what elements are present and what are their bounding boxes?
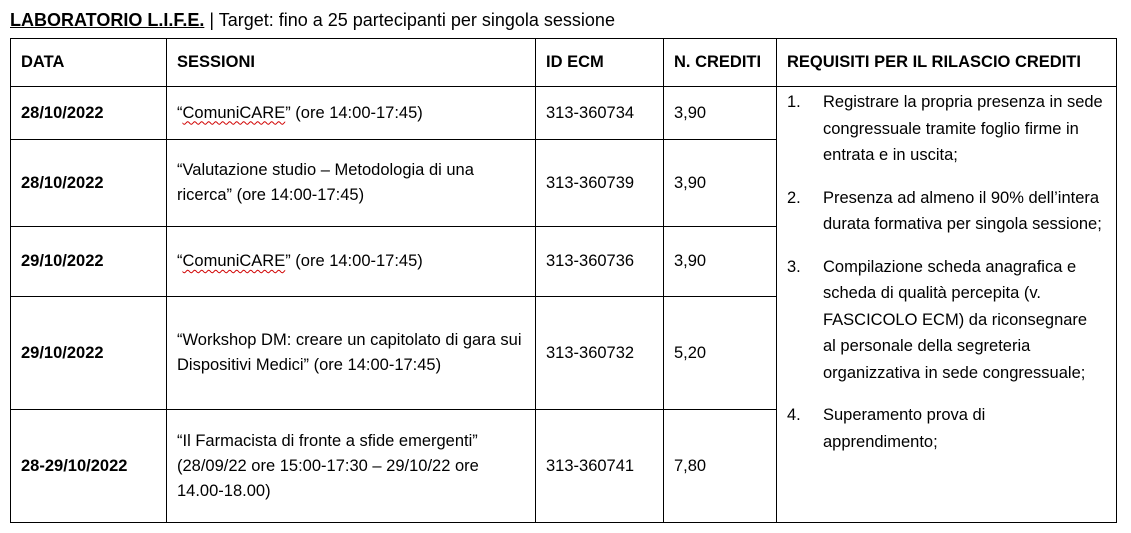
- row-date: 28/10/2022: [11, 87, 167, 140]
- spellcheck-word: ComuniCARE: [182, 103, 286, 122]
- row-date: 28/10/2022: [11, 140, 167, 227]
- column-header-date: DATA: [11, 39, 167, 87]
- row-session: “Il Farmacista di fronte a sfide emergenti” (28/09/22 ore 15:00-17:30 – 29/10/22 ore 14.00-18.00): [167, 410, 536, 523]
- column-header-requirements: REQUISITI PER IL RILASCIO CREDITI: [777, 39, 1117, 87]
- requirements-list: [777, 87, 1116, 455]
- list-item: [787, 89, 1104, 169]
- ecm-sessions-table: [10, 38, 1117, 523]
- requirement-number: 1.: [787, 93, 801, 111]
- document-header: [10, 8, 615, 32]
- row-id-ecm: 313-360736: [536, 227, 664, 297]
- spellcheck-word: ComuniCARE: [182, 252, 286, 270]
- list-item: [787, 254, 1104, 387]
- row-credits: 3,90: [664, 87, 777, 140]
- requirement-text: Registrare la propria presenza in sede congressuale tramite foglio firme in entrata e in uscita;: [823, 93, 1103, 164]
- table-header-row: [11, 39, 1117, 87]
- target-text: Target: fino a 25 partecipanti per singola sessione: [218, 10, 615, 30]
- row-session: “ComuniCARE” (ore 14:00-17:45): [167, 87, 536, 140]
- row-credits: 7,80: [664, 410, 777, 523]
- column-header-id-ecm: ID ECM: [536, 39, 664, 87]
- requirement-text: Compilazione scheda anagrafica e scheda di qualità percepita (v. FASCICOLO ECM) da riconsegnare al personale della segreteria organizzativa in sede congressuale;: [823, 257, 1088, 382]
- title-separator: |: [204, 10, 219, 30]
- row-id-ecm: 313-360739: [536, 140, 664, 227]
- list-item: [787, 185, 1104, 238]
- column-header-credits: N. CREDITI: [664, 39, 777, 87]
- requirement-number: 2.: [787, 188, 801, 207]
- requirement-number: 4.: [787, 406, 801, 424]
- row-date: 29/10/2022: [11, 297, 167, 410]
- row-date: 28-29/10/2022: [11, 410, 167, 523]
- row-id-ecm: 313-360734: [536, 87, 664, 140]
- row-credits: 3,90: [664, 140, 777, 227]
- requirement-text: Presenza ad almeno il 90% dell’intera durata formativa per singola sessione;: [823, 188, 1102, 233]
- row-session: “Workshop DM: creare un capitolato di gara sui Dispositivi Medici” (ore 14:00-17:45): [167, 297, 536, 410]
- row-session: “ComuniCARE” (ore 14:00-17:45): [167, 227, 536, 297]
- requirement-number: 3.: [787, 257, 801, 276]
- row-id-ecm: 313-360732: [536, 297, 664, 410]
- row-credits: 5,20: [664, 297, 777, 410]
- requirement-text: Superamento prova di apprendimento;: [823, 406, 986, 451]
- lab-title: LABORATORIO L.I.F.E.: [10, 10, 205, 30]
- requirements-cell: [777, 87, 1117, 523]
- row-session: “Valutazione studio – Metodologia di una ricerca” (ore 14:00-17:45): [167, 140, 536, 227]
- table-row: [11, 87, 1117, 140]
- column-header-sessions: SESSIONI: [167, 39, 536, 87]
- list-item: [787, 402, 1104, 455]
- row-date: 29/10/2022: [11, 227, 167, 297]
- row-credits: 3,90: [664, 227, 777, 297]
- row-id-ecm: 313-360741: [536, 410, 664, 523]
